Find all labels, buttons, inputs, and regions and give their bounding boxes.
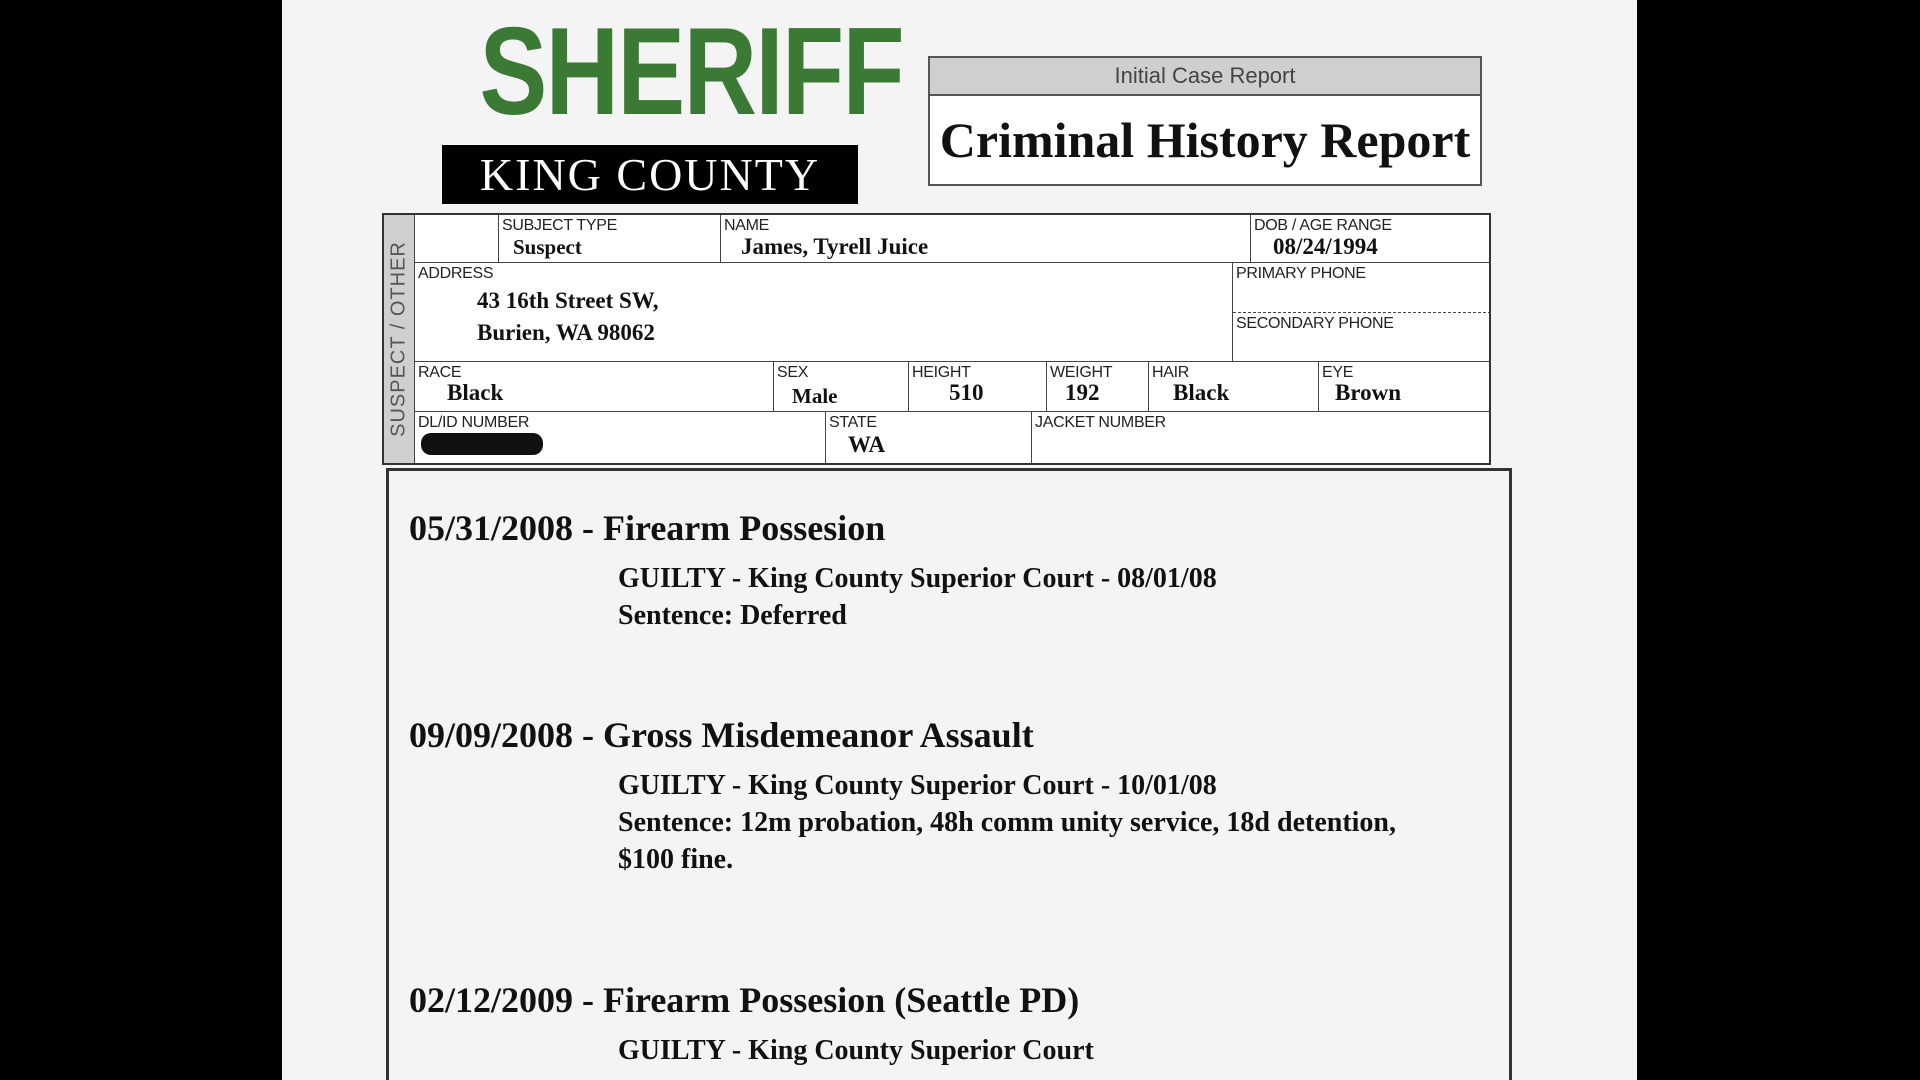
subject-type-label: SUBJECT TYPE — [502, 217, 617, 234]
eye-label: EYE — [1322, 364, 1354, 381]
sex-field — [774, 362, 909, 412]
dob-label: DOB / AGE RANGE — [1254, 217, 1392, 234]
name-value: James, Tyrell Juice — [741, 234, 929, 259]
dl-id-field — [415, 412, 826, 465]
race-label: RACE — [418, 364, 462, 381]
blank-cell — [415, 215, 499, 263]
form-side-label — [384, 215, 415, 463]
state-field — [826, 412, 1032, 465]
history-entry-heading: 05/31/2008 - Firearm Possesion — [409, 508, 886, 548]
dl-id-label: DL/ID NUMBER — [418, 414, 530, 431]
height-label: HEIGHT — [912, 364, 971, 381]
logo-sheriff-text: SHERIFF — [479, 3, 903, 141]
history-entry-verdict: GUILTY - King County Superior Court — [618, 1035, 1094, 1066]
height-value: 510 — [949, 380, 984, 405]
report-subtitle: Initial Case Report — [930, 58, 1480, 96]
side-label-text: SUSPECT / OTHER — [387, 241, 410, 437]
weight-value: 192 — [1065, 380, 1100, 405]
hair-label: HAIR — [1152, 364, 1190, 381]
address-field — [415, 263, 1233, 362]
address-line-2: Burien, WA 98062 — [477, 320, 655, 345]
sheriff-logo — [442, 3, 903, 200]
address-label: ADDRESS — [418, 265, 494, 282]
race-value: Black — [447, 380, 504, 405]
sex-value: Male — [792, 384, 838, 408]
jacket-number-field — [1032, 412, 1491, 465]
secondary-phone-field — [1233, 313, 1491, 362]
jacket-number-label: JACKET NUMBER — [1035, 414, 1166, 431]
weight-label: WEIGHT — [1050, 364, 1113, 381]
hair-field — [1149, 362, 1319, 412]
name-field — [721, 215, 1251, 263]
history-entry-verdict: GUILTY - King County Superior Court - 10/01/08 — [618, 770, 1217, 801]
dob-value: 08/24/1994 — [1273, 234, 1378, 259]
dl-id-redaction — [421, 433, 543, 455]
name-label: NAME — [724, 217, 770, 234]
height-field — [909, 362, 1047, 412]
history-entry-heading: 09/09/2008 - Gross Misdemeanor Assault — [409, 715, 1034, 755]
state-label: STATE — [829, 414, 877, 431]
state-value: WA — [848, 432, 886, 457]
secondary-phone-label: SECONDARY PHONE — [1236, 315, 1394, 332]
history-entry-sentence: Sentence: 12m probation, 48h comm unity service, 18d detention, — [618, 807, 1396, 838]
subject-type-field — [499, 215, 721, 263]
primary-phone-label: PRIMARY PHONE — [1236, 265, 1366, 282]
logo-county-banner: KING COUNTY — [442, 145, 858, 204]
dob-field — [1251, 215, 1491, 263]
eye-field — [1319, 362, 1491, 412]
history-entry-sentence-cont: $100 fine. — [618, 844, 734, 875]
race-field — [415, 362, 774, 412]
primary-phone-field — [1233, 263, 1491, 313]
report-title: Criminal History Report — [939, 112, 1471, 168]
suspect-form — [382, 213, 1491, 465]
criminal-history-list — [386, 468, 1512, 1080]
sex-label: SEX — [777, 364, 809, 381]
history-entry-sentence: Sentence: Deferred — [618, 600, 847, 631]
subject-type-value: Suspect — [513, 235, 582, 259]
report-page — [282, 0, 1637, 1080]
history-entry-verdict: GUILTY - King County Superior Court - 08/01/08 — [618, 563, 1217, 594]
report-title-box — [928, 56, 1482, 186]
weight-field — [1047, 362, 1149, 412]
eye-value: Brown — [1335, 380, 1402, 405]
history-entry-heading: 02/12/2009 - Firearm Possesion (Seattle PD) — [409, 980, 1080, 1020]
address-line-1: 43 16th Street SW, — [477, 288, 659, 313]
hair-value: Black — [1173, 380, 1230, 405]
